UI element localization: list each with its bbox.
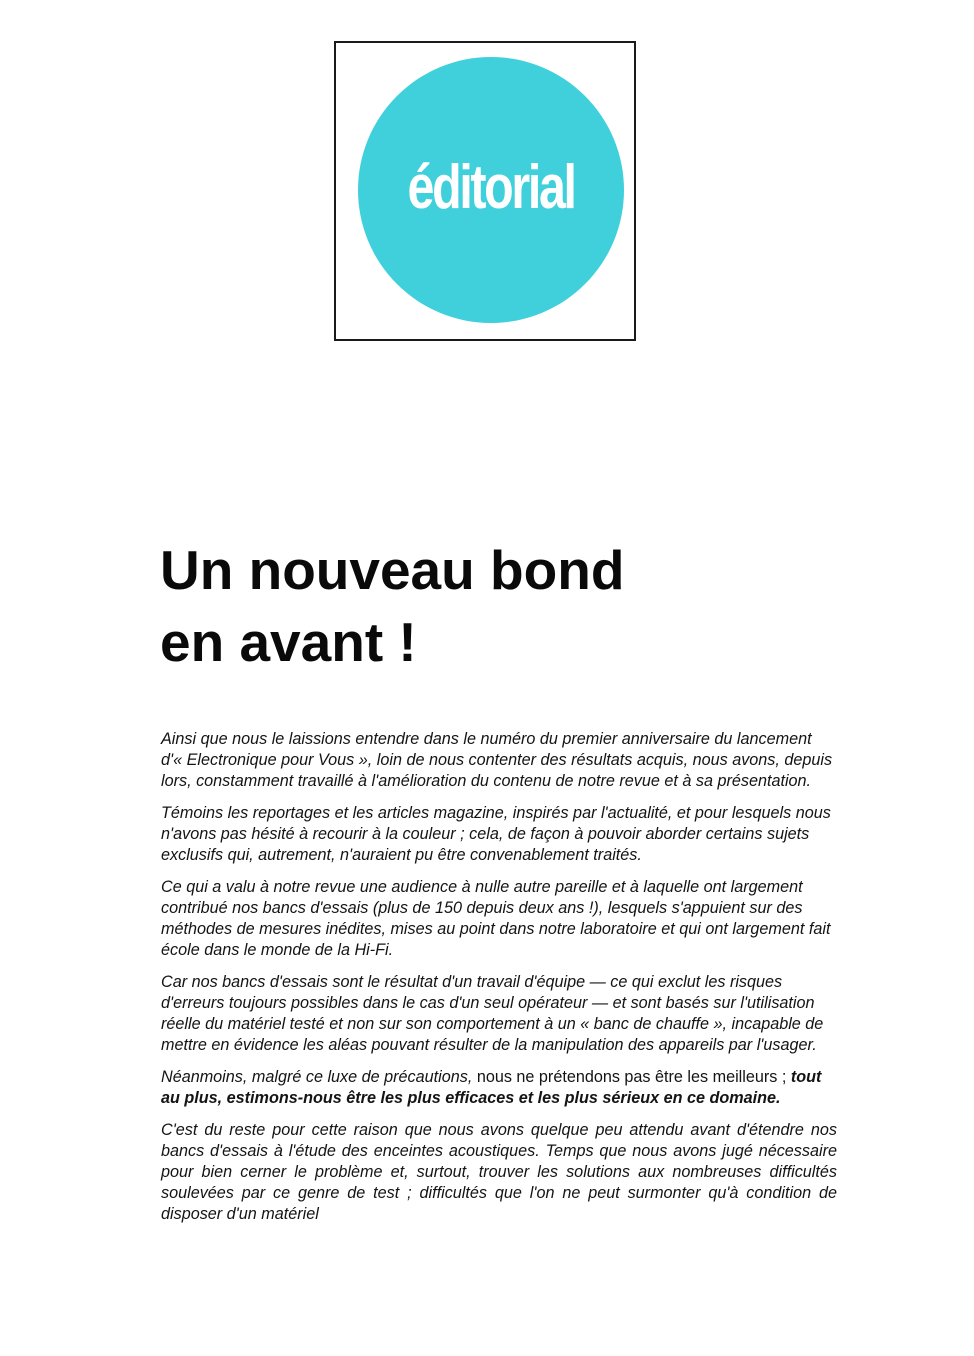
article-headline <box>160 534 840 678</box>
paragraph-4: Car nos bancs d'essais sont le résultat d'un travail d'équipe — ce qui exclut les risques d'erreurs toujours possibles dans le cas d'un seul opérateur — et sont basés sur l'utilisation réelle du matériel testé et non sur son comportement à un « banc de chauffe », incapable de mettre en évidence les aléas pouvant résulter de la manipulation des appareils par l'usager. <box>161 973 824 1054</box>
paragraph-2: Témoins les reportages et les articles magazine, inspirés par l'actualité, et pour lesquels nous n'avons pas hésité à recourir à la couleur ; cela, de façon à pouvoir aborder certains sujets exclusifs qui, autrement, n'auraient pu être convenablement traités. <box>161 804 831 864</box>
editorial-logo-word: éditorial <box>407 152 575 222</box>
headline-line-2: en avant ! <box>160 611 417 673</box>
paragraph-3: Ce qui a valu à notre revue une audience à nulle autre pareille et à laquelle ont largement contribué nos bancs d'essais (plus de 150 depuis deux ans !), lesquels s'appuient sur des méthodes de mesures inédites, mises au point dans notre laboratoire et qui ont largement fait école dans le monde de la Hi-Fi. <box>161 878 831 959</box>
article-body <box>161 729 837 1236</box>
paragraph-6: C'est du reste pour cette raison que nous avons quelque peu attendu avant d'étendre nos bancs d'essais à l'étude des enceintes acoustiques. Temps que nous avons jugé nécessaire pour bien cerner le problème et, surtout, trouver les solutions aux nombreuses difficultés soulevées par ce genre de test ; difficultés que l'on ne peut surmonter qu'à condition de disposer d'un matériel <box>161 1121 837 1223</box>
paragraph-5 <box>161 1067 837 1109</box>
paragraph-5-plain-part: nous ne prétendons pas être les meilleurs ; <box>472 1068 791 1086</box>
editorial-logo-frame <box>334 41 636 341</box>
paragraph-5-italic-part: Néanmoins, malgré ce luxe de précautions, <box>161 1068 473 1086</box>
paragraph-1: Ainsi que nous le laissions entendre dans le numéro du premier anniversaire du lancement d'« Electronique pour Vous », loin de nous contenter des résultats acquis, nous avons, depuis lors, constamment travaillé à l'amélioration du contenu de notre revue et à sa présentation. <box>161 730 833 790</box>
editorial-logo-circle <box>358 57 624 323</box>
paragraph-5-emphasis: tout au plus, estimons-nous être les plus efficaces et les plus sérieux en ce domaine. <box>161 1068 822 1107</box>
headline-line-1: Un nouveau bond <box>160 539 625 601</box>
